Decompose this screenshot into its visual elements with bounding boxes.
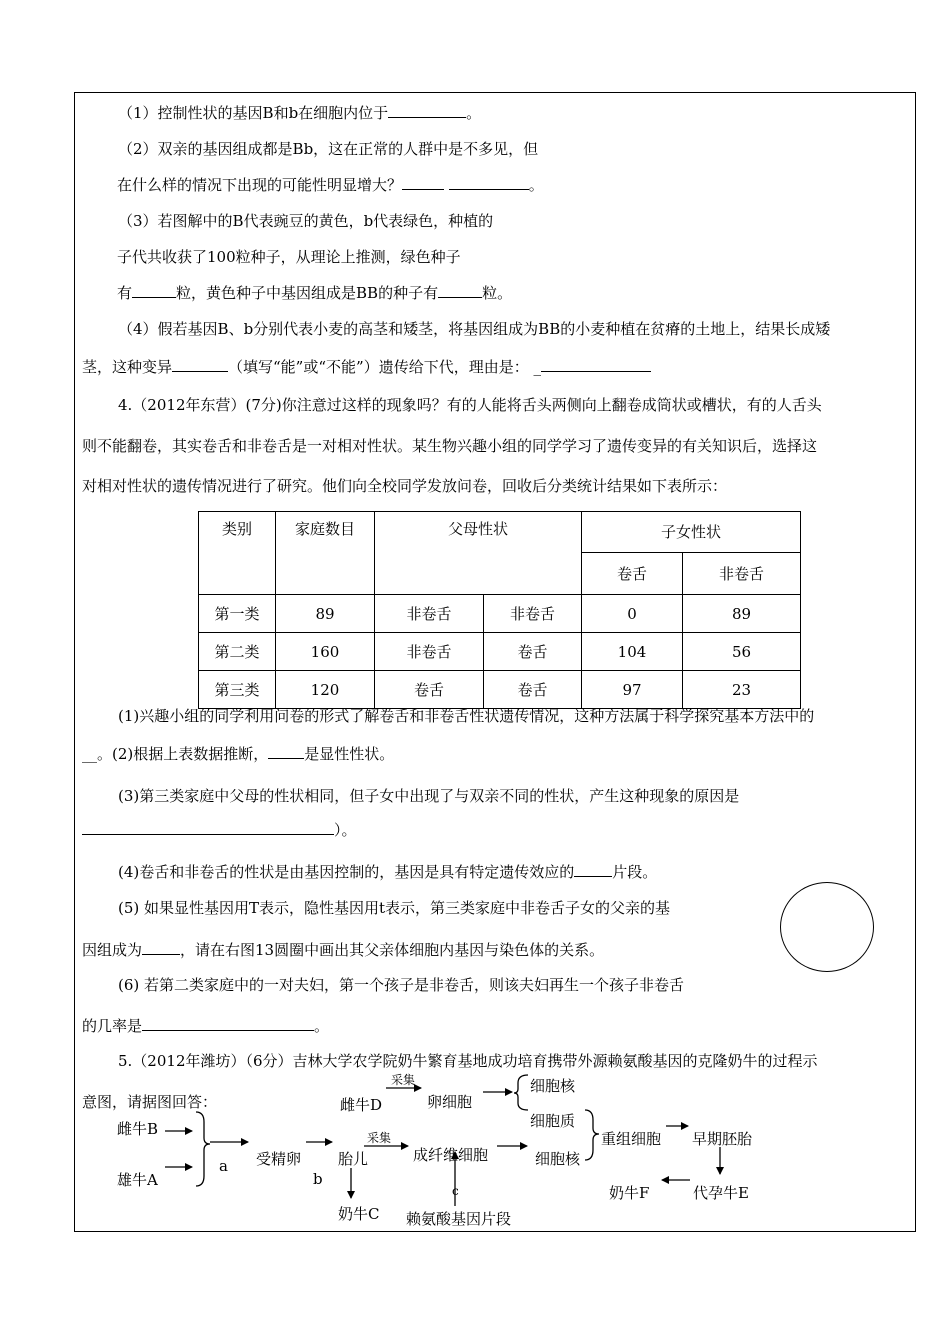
table-header-category: 类别 [199, 512, 276, 595]
q4-sub-5-line1: (5) 如果显性基因用T表示，隐性基因用t表示，第三类家庭中非卷舌子女的父亲的基 [118, 899, 671, 917]
cell-roll: 0 [582, 595, 683, 633]
q3-item-1: （1）控制性状的基因B和b在细胞内位于 。 [118, 104, 482, 122]
female-cow-b: 雌牛B [117, 1120, 159, 1138]
female-cow-d: 雌牛D [340, 1096, 383, 1114]
cell-families: 89 [276, 595, 375, 633]
table-header-families: 家庭数目 [276, 512, 375, 595]
cell-families: 160 [276, 633, 375, 671]
cytoplasm: 细胞质 [530, 1112, 576, 1130]
q4-sub-6-line2: 的几率是 。 [82, 1017, 330, 1035]
q4-intro-line3: 对相对性状的遗传情况进行了研究。他们向全校同学发放问卷，回收后分类统计结果如下表所示： [82, 477, 728, 495]
table-header-parents: 父母性状 [375, 512, 582, 595]
q4-intro-line2: 则不能翻卷，其实卷舌和非卷舌是一对相对性状。某生物兴趣小组的同学学习了遗传变异的有关知识后，选择这 [82, 437, 818, 455]
q3-item-3-line3: 有 粒，黄色种子中基因组成是BB的种子有 粒。 [117, 284, 513, 302]
cell-father: 卷舌 [375, 671, 484, 709]
surrogate-cow-e: 代孕牛E [693, 1184, 749, 1202]
q4-sub-3: (3)第三类家庭中父母的性状相同，但子女中出现了与双亲不同的性状，产生这种现象的原因是 [118, 787, 740, 805]
embryo: 胎儿 [338, 1150, 369, 1168]
collect-label-2: 采集 [367, 1131, 392, 1145]
cell-category: 第一类 [199, 595, 276, 633]
step-label-c: c [452, 1184, 459, 1198]
cell-nonroll: 89 [683, 595, 801, 633]
q4-sub-4: (4)卷舌和非卷舌的性状是由基因控制的，基因是具有特定遗传效应的 片段。 [118, 863, 658, 881]
q3-item-4-line1: （4）假若基因B、b分别代表小麦的高茎和矮茎，将基因组成为BB的小麦种植在贫瘠的土地上，结果长成矮 [118, 320, 831, 338]
cell-mother: 卷舌 [484, 633, 582, 671]
q4-intro-line1: 4.（2012年东营）(7分)你注意过这样的现象吗？有的人能将舌头两侧向上翻卷成筒状或槽状，有的人舌头 [118, 396, 822, 414]
fibroblast: 成纤维细胞 [413, 1146, 489, 1164]
step-label-a: a [219, 1157, 228, 1175]
collect-label-1: 采集 [391, 1073, 416, 1087]
cell-nucleus-2: 细胞核 [535, 1150, 581, 1168]
cell-mother: 卷舌 [484, 671, 582, 709]
cell-category: 第三类 [199, 671, 276, 709]
brace-egg [514, 1075, 528, 1110]
cell-father: 非卷舌 [375, 633, 484, 671]
cell-roll: 97 [582, 671, 683, 709]
q4-sub-3-line2: ）。 [82, 820, 357, 840]
q4-sub-5-line2: 因组成为 ，请在右图13圆圈中画出其父亲体细胞内基因与染色体的关系。 [82, 941, 605, 959]
cell-category: 第二类 [199, 633, 276, 671]
cell-families: 120 [276, 671, 375, 709]
q3-item-3-line2: 子代共收获了100粒种子，从理论上推测，绿色种子 [117, 248, 461, 266]
q4-sub-1: (1)兴趣小组的同学利用问卷的形式了解卷舌和非卷舌性状遗传情况，这种方法属于科学探究基本方法中的 [118, 707, 815, 725]
male-cow-a: 雄牛A [117, 1171, 158, 1189]
q3-item-2-line1: （2）双亲的基因组成都是Bb，这在正常的人群中是不多见，但 [118, 140, 539, 158]
cell-mother: 非卷舌 [484, 595, 582, 633]
q3-item-2-line2: 在什么样的情况下出现的可能性明显增大？ 。 [117, 176, 544, 194]
q4-sub-6-line1: (6) 若第二类家庭中的一对夫妇，第一个孩子是非卷舌，则该夫妇再生一个孩子非卷舌 [118, 976, 685, 994]
early-embryo: 早期胚胎 [692, 1130, 753, 1148]
q5-intro-line2: 意图，请据图回答： [82, 1093, 218, 1111]
lysine-gene-fragment: 赖氨酸基因片段 [406, 1210, 512, 1228]
cow-f: 奶牛F [609, 1184, 650, 1202]
cell-father: 非卷舌 [375, 595, 484, 633]
recombined-cell: 重组细胞 [601, 1130, 662, 1148]
egg-cell: 卵细胞 [427, 1093, 473, 1111]
fertilized-egg: 受精卵 [256, 1150, 302, 1168]
q3-item-3-line1: （3）若图解中的B代表豌豆的黄色，b代表绿色，种植的 [118, 212, 494, 230]
q5-intro-line1: 5.（2012年潍坊）（6分）吉林大学农学院奶牛繁育基地成功培育携带外源赖氨酸基因的克隆奶牛的过程示 [118, 1052, 818, 1070]
brace-left [196, 1112, 210, 1186]
q3-item-4-line2: 茎，这种变异 （填写“能”或“不能”）遗传给下代，理由是： _ [82, 357, 651, 377]
cell-nonroll: 56 [683, 633, 801, 671]
table-header-children: 子女性状 [582, 512, 801, 553]
q4-sub-1-2: __。(2)根据上表数据推断， 是显性性状。 [82, 745, 395, 763]
cow-c: 奶牛C [338, 1205, 380, 1223]
cell-nonroll: 23 [683, 671, 801, 709]
cell-roll: 104 [582, 633, 683, 671]
table-header-nonroll: 非卷舌 [683, 552, 801, 594]
cell-nucleus-1: 细胞核 [530, 1077, 576, 1095]
step-label-b: b [313, 1170, 323, 1188]
brace-right [585, 1110, 599, 1160]
table-header-roll: 卷舌 [582, 552, 683, 594]
